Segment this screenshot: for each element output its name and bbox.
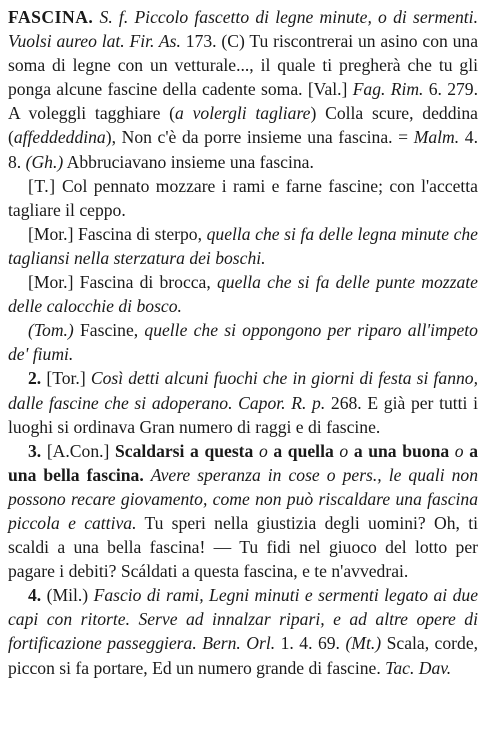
source-tag: [Tor.]: [46, 368, 86, 389]
entry-paragraph-6: [8, 366, 478, 438]
gloss: a volergli tagliare: [175, 103, 311, 124]
citation: Bern. Orl.: [202, 633, 276, 654]
conjunction: o: [454, 440, 464, 461]
citation: Tac. Dav.: [385, 657, 452, 678]
definition: Avere speranza in cose o pers., le quali non possono recare giovamento, come non può riscaldare una fascina piccola e cattiva.: [8, 464, 479, 533]
citation-number: 4. 8.: [8, 127, 478, 172]
citation: Fir. As.: [129, 31, 181, 52]
source-tag: (Mil.): [46, 585, 89, 606]
paragraph-text: Col pennato mozzare i rami e farne fascine; con l'accetta tagliare il ceppo.: [8, 175, 478, 220]
entry-paragraph-4: [8, 270, 478, 318]
conjunction: o: [258, 440, 268, 461]
quotation: Tu riscontrerai un asino con una soma di legne con un vetturale..., il quale ti pregherà che tu gli ponga alcune fascine della cadente soma.: [8, 31, 479, 100]
citation-number: 268.: [330, 392, 362, 413]
entry-paragraph-7: [8, 439, 478, 584]
phrase: a una buona: [353, 440, 450, 461]
quotation: E già per tutti i luoghi si ordinava Gran numero di raggi e di fascine.: [8, 392, 478, 437]
definition: Fascio di rami, Legni minuti e sermenti legato ai due capi con ritorte. Serve ad innalzar ripari, e ad altre opere di fortificazione passeggiera.: [8, 585, 479, 654]
part-of-speech: S. f.: [99, 7, 129, 27]
phrase: a una bella fascina.: [8, 440, 478, 485]
definition: quella che si fa delle legna minute che tagliansi nella sterzatura dei boschi.: [8, 223, 478, 268]
headword: FASCINA.: [8, 7, 94, 27]
citation: Capor. R. p.: [238, 392, 326, 413]
quotation: Abbruciavano insieme una fascina.: [66, 151, 314, 172]
source-tag: [Val.]: [307, 79, 348, 100]
citation: Fag. Rim.: [352, 79, 424, 100]
source-tag: [Mor.]: [28, 272, 74, 293]
definition: quelle che si oppongono per riparo all'impeto de' fiumi.: [8, 320, 478, 365]
quotation: A voleggli tagghiare (: [8, 103, 176, 124]
definition: Piccolo fascetto di legne minute, o di sermenti. Vuolsi aureo lat.: [8, 7, 478, 52]
entry-paragraph-1: [8, 5, 478, 174]
quotation: ) Colla scure, deddina (: [8, 103, 478, 148]
sense-number: 2.: [28, 368, 42, 389]
term: Fascina di brocca,: [79, 272, 211, 293]
sense-number: 4.: [28, 585, 42, 606]
example-text: Tu speri nella giustizia degli uomini? Oh, ti scaldi a una bella fascina! — Tu fidi nel giuoco del lotto per pagare i debiti? Scáldati a questa fascina, e te n'avvedrai.: [8, 512, 478, 582]
phrase: a quella: [273, 440, 334, 461]
conjunction: o: [339, 440, 349, 461]
source-tag: [A.Con.]: [46, 440, 110, 461]
entry-paragraph-3: [8, 222, 478, 270]
gloss: affeddeddina: [13, 127, 106, 148]
entry-paragraph-8: [8, 583, 478, 679]
source-tag: [Mor.]: [28, 223, 74, 244]
term: Fascine,: [80, 320, 139, 341]
entry-paragraph-5: [8, 318, 478, 366]
source-tag: (Tom.): [28, 320, 74, 341]
citation-number: 173. (C): [185, 31, 245, 52]
citation-number: 1. 4. 69.: [280, 633, 340, 654]
quotation: ), Non c'è da porre insieme una fascina. =: [105, 127, 409, 148]
definition: quella che si fa delle punte mozzate delle calocchie di bosco.: [8, 272, 478, 317]
citation: Malm.: [413, 127, 460, 148]
entry-paragraph-2: [8, 174, 478, 222]
term: Fascina di sterpo,: [78, 223, 203, 244]
citation-number: 6. 279.: [428, 79, 478, 100]
source-tag: (Gh.): [25, 151, 64, 172]
source-tag: [T.]: [28, 175, 56, 196]
quotation: Scala, corde, piccon si fa portare, Ed un numero grande di fascine.: [8, 633, 479, 678]
sense-number: 3.: [28, 440, 42, 461]
definition: Così detti alcuni fuochi che in giorni di festa si fanno, dalle fascine che si adoperano.: [8, 368, 479, 413]
source-tag: (Mt.): [345, 633, 382, 654]
phrase: Scaldarsi a questa: [115, 440, 254, 461]
